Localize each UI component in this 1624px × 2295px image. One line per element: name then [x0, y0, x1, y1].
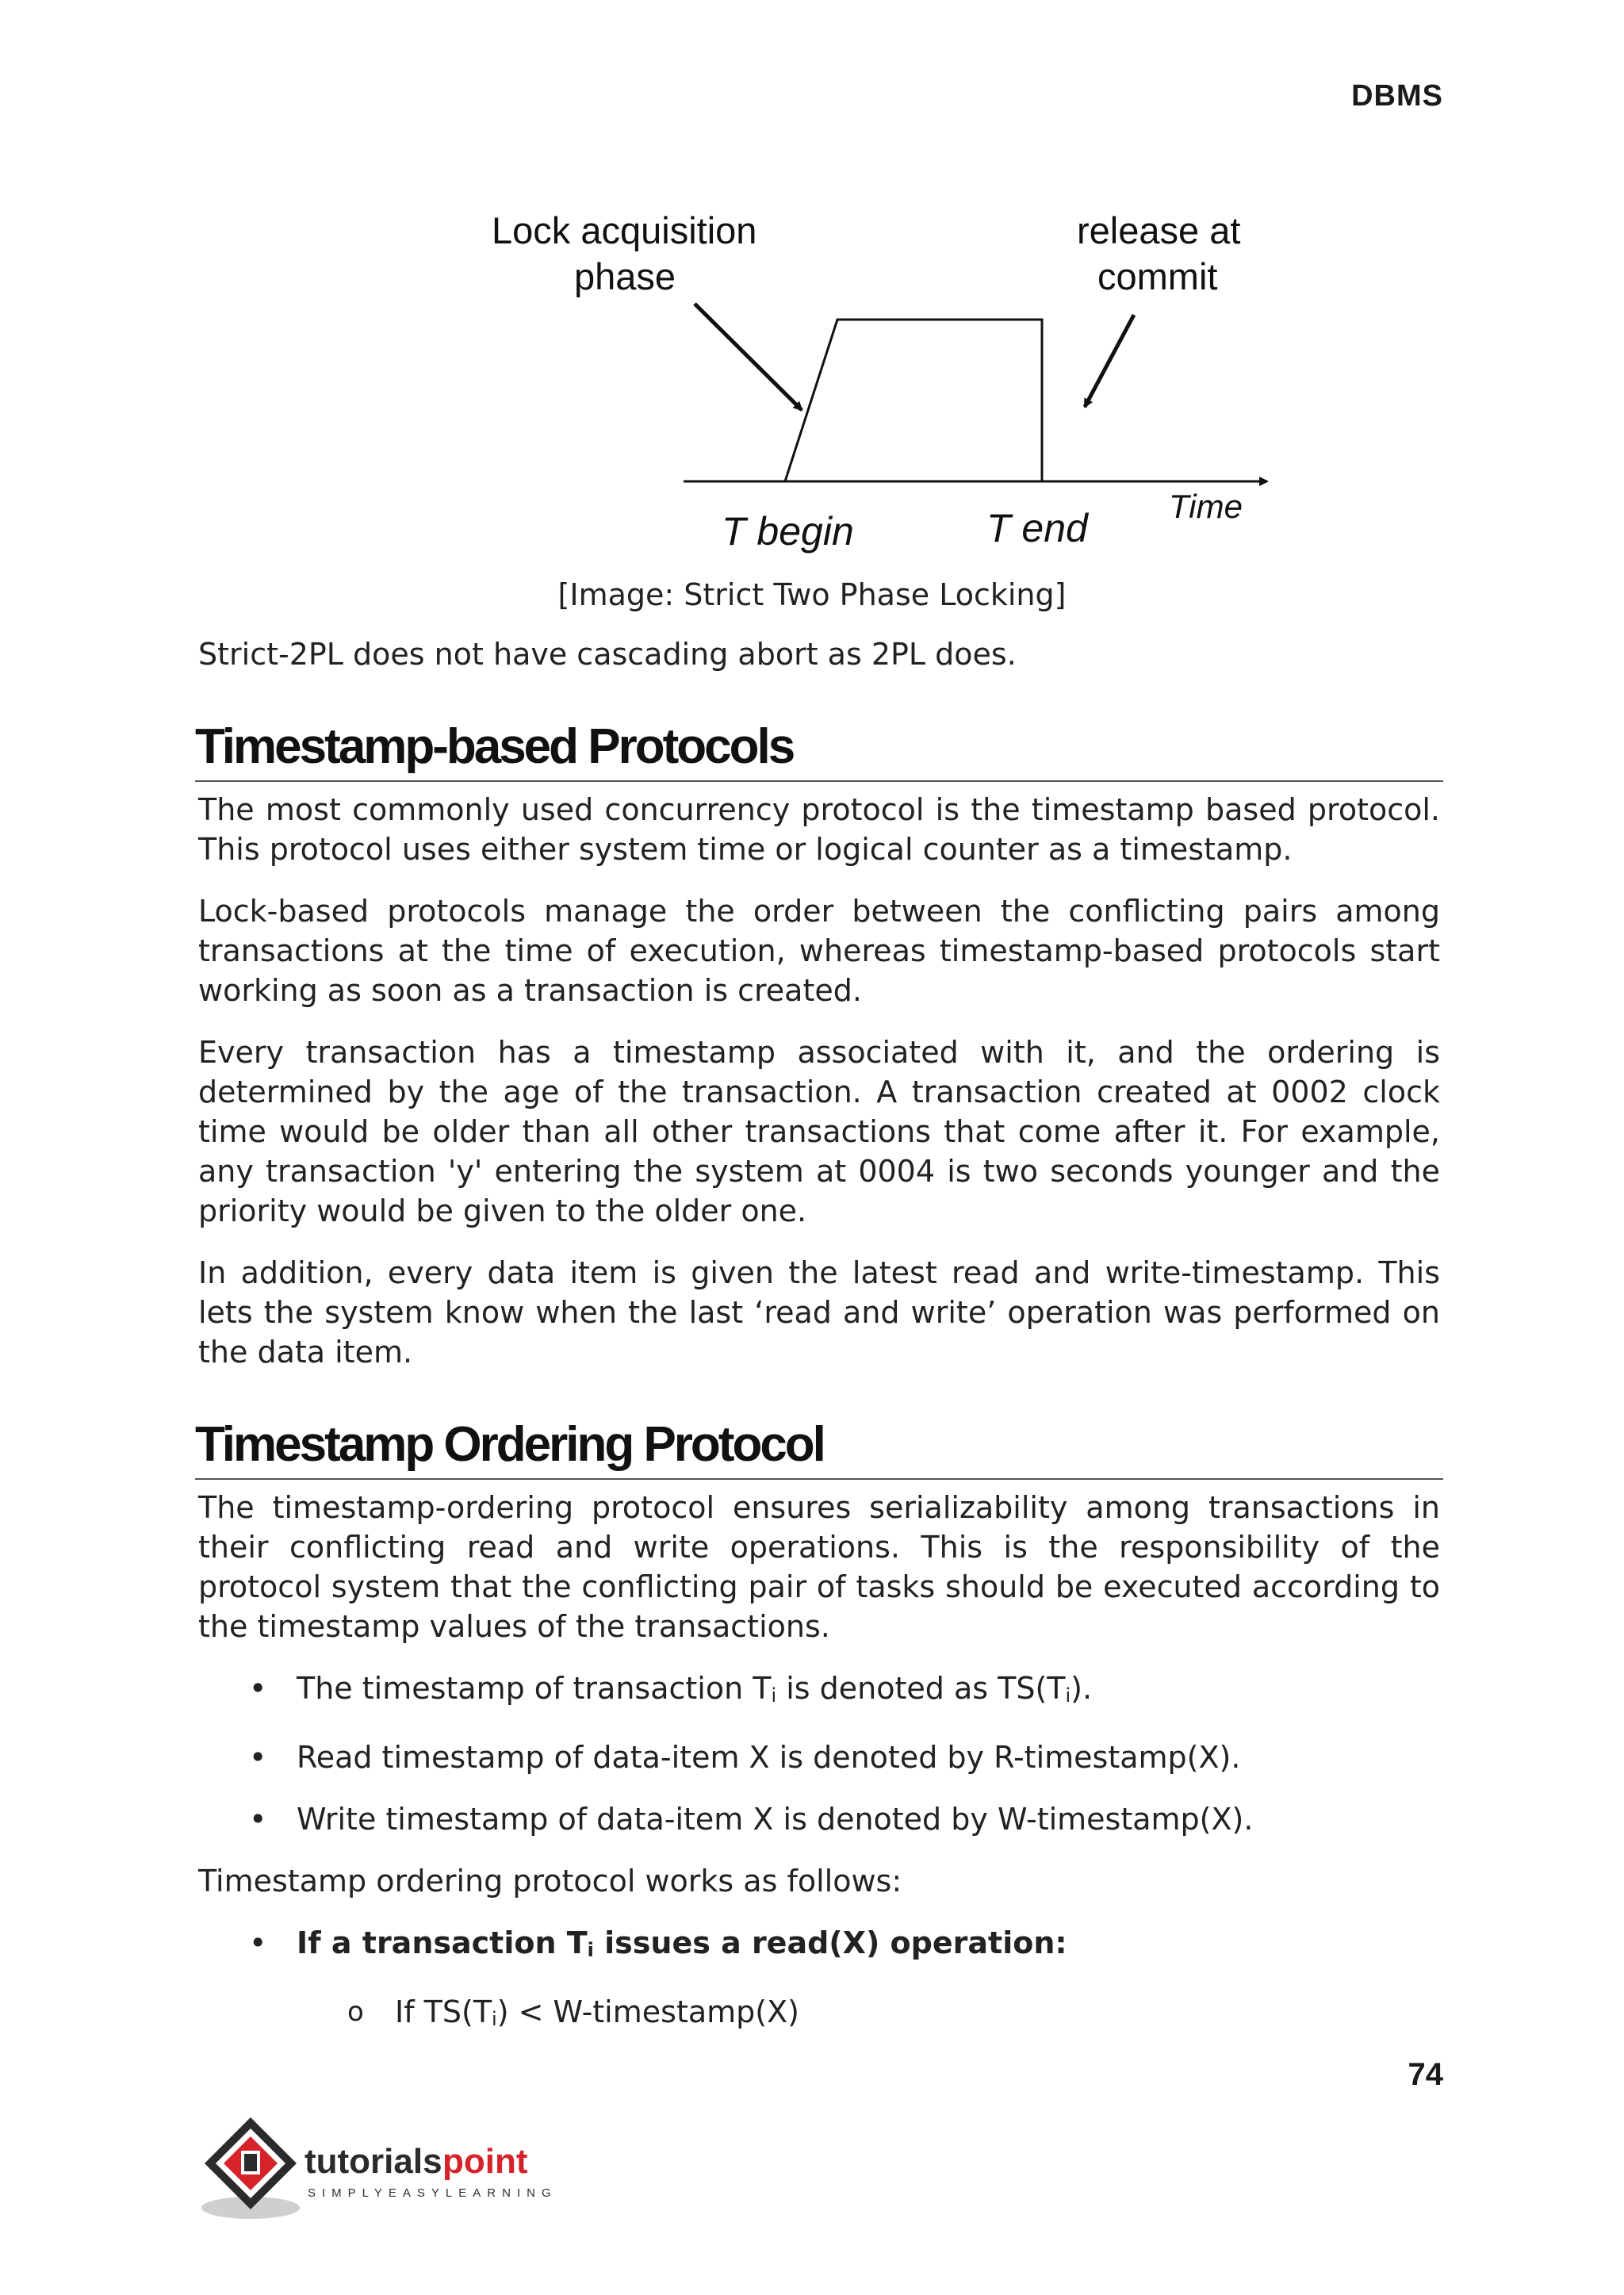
- page-number: 74: [1408, 2057, 1443, 2092]
- paragraph: Every transaction has a timestamp associated with it, and the ordering is determined by the age of the transaction. A transaction created at 0002 clock time would be older than all other transactions that come after it. For example, any transaction 'y' entering the system at 0004 is two seconds younger and the priority would be given to the older one.: [198, 1035, 1440, 1228]
- label-lock-acquisition: Lock acquisition: [492, 209, 757, 251]
- arrow-release: [1085, 315, 1134, 407]
- bullet-icon: •: [249, 1925, 267, 1960]
- section-heading-timestamp-based: Timestamp-based Protocols: [195, 718, 1443, 782]
- tutorialspoint-logo: [195, 2114, 576, 2225]
- label-release-at: release at: [1077, 209, 1241, 251]
- label-commit: commit: [1097, 255, 1218, 297]
- paragraph: The timestamp-ordering protocol ensures serializability among transactions in their conflicting read and write operations. This is the responsibility of the protocol system that the conflicting pair of tasks should be executed according to the timestamp values of the transactions.: [198, 1490, 1440, 1644]
- list-item: [198, 1923, 1440, 1970]
- list-item-text: Write timestamp of data-item X is denoted by W-timestamp(X).: [297, 1802, 1254, 1837]
- label-time: Time: [1169, 488, 1243, 525]
- figure-caption: [Image: Strict Two Phase Locking]: [557, 577, 1067, 612]
- paragraph: Timestamp ordering protocol works as follows:: [198, 1864, 902, 1898]
- label-t-begin: T begin: [722, 509, 854, 554]
- sub-bullet-icon: o: [347, 1996, 364, 2028]
- label-t-end: T end: [986, 506, 1088, 550]
- sub-list-item-text: If $TS(T_i)$ < W-timestamp(X): [395, 1994, 799, 2030]
- list-item: [198, 1669, 1440, 1715]
- paragraph: Lock-based protocols manage the order between the conflicting pairs among transactions at the time of execution, whereas timestamp-based protocols start working as soon as a transaction is created.: [198, 894, 1440, 1008]
- logo-text-red: point: [442, 2142, 528, 2181]
- list-item: [198, 1738, 1440, 1777]
- list-item-text: The timestamp of transaction $T_i$ is denoted as $TS(T_i)$.: [297, 1671, 1093, 1707]
- logo-tagline: SIMPLYEASYLEARNING: [308, 2186, 557, 2200]
- label-phase: phase: [574, 255, 676, 297]
- bullet-icon: •: [249, 1802, 267, 1837]
- bullet-icon: •: [249, 1671, 267, 1706]
- bullet-list: [198, 1669, 1440, 1839]
- strict-2pl-diagram: [474, 202, 1283, 575]
- rule-heading: If a transaction $T_i$ issues a read(X) operation:: [297, 1925, 1067, 1961]
- logo-text-dark: tutorials: [304, 2142, 442, 2181]
- diagram-svg: [474, 202, 1283, 575]
- paragraph: The most commonly used concurrency protocol is the timestamp based protocol. This protocol uses either system time or logical counter as a timestamp.: [198, 792, 1440, 867]
- sub-list-item: [198, 1992, 1440, 2039]
- logo-svg: [195, 2114, 576, 2225]
- main-content: [195, 634, 1440, 2061]
- lock-profile-line: [785, 320, 1042, 481]
- bullet-icon: •: [249, 1740, 267, 1775]
- arrow-acquisition: [695, 304, 802, 410]
- running-header: DBMS: [1351, 79, 1443, 113]
- section-heading-timestamp-ordering: Timestamp Ordering Protocol: [195, 1416, 1443, 1480]
- paragraph: In addition, every data item is given the latest read and write-timestamp. This lets the system know when the last ‘read and write’ operation was performed on the data item.: [198, 1255, 1440, 1370]
- rule-list: [198, 1923, 1440, 2039]
- list-item-text: Read timestamp of data-item X is denoted by R-timestamp(X).: [297, 1740, 1241, 1775]
- intro-paragraph: Strict-2PL does not have cascading abort as 2PL does.: [198, 637, 1017, 672]
- list-item: [198, 1799, 1440, 1839]
